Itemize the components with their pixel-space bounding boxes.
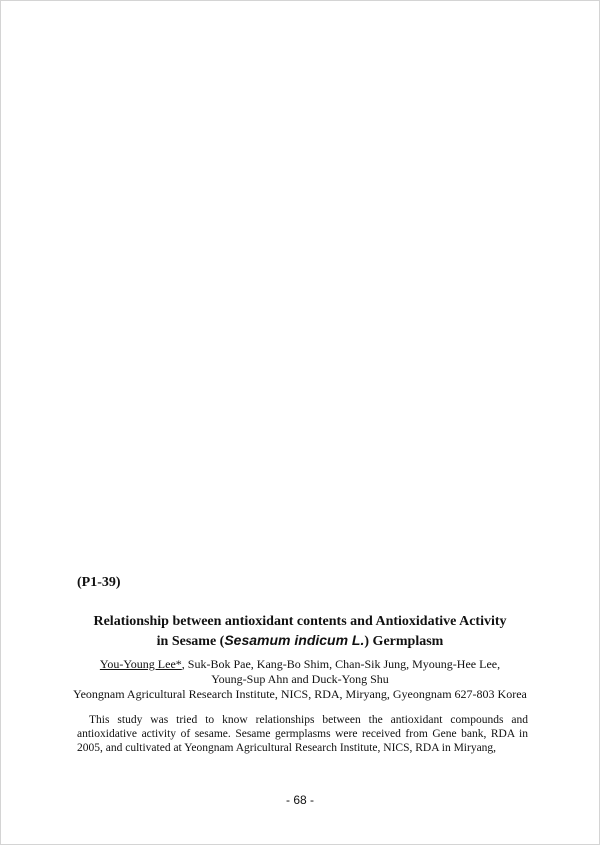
presenting-author: You-Young Lee* bbox=[99, 657, 182, 671]
author-line-2: Young-Sup Ahn and Duck-Yong Shu bbox=[211, 672, 389, 686]
paper-title bbox=[60, 612, 540, 651]
species-name: Sesamum indicum L. bbox=[224, 632, 365, 648]
title-line-2-prefix: in Sesame ( bbox=[156, 634, 225, 649]
affiliation: Yeongnam Agricultural Research Institute, NICS, RDA, Miryang, Gyeongnam 627-803 Korea bbox=[73, 687, 527, 701]
title-line-1: Relationship between antioxidant contents and Antioxidative Activity bbox=[93, 614, 507, 629]
abstract-paragraph: This study was tried to know relationships between the antioxidant compounds and antioxidative activity of sesame. Sesame germplasms were received from Gene bank, RDA in 2005, and cultivated at Yeongnam Agricultural Research Institute, NICS, RDA in Miryang, bbox=[77, 714, 528, 754]
abstract-code: (P1-39) bbox=[77, 575, 121, 590]
page-number: - 68 - bbox=[285, 793, 314, 807]
title-line-2 bbox=[60, 631, 540, 651]
abstract-body bbox=[77, 713, 528, 755]
co-authors: , Suk-Bok Pae, Kang-Bo Shim, Chan-Sik Jung, Myoung-Hee Lee, bbox=[181, 657, 501, 671]
author-line-1 bbox=[60, 657, 540, 672]
title-line-2-suffix: ) Germplasm bbox=[364, 634, 444, 649]
author-block bbox=[60, 657, 540, 702]
